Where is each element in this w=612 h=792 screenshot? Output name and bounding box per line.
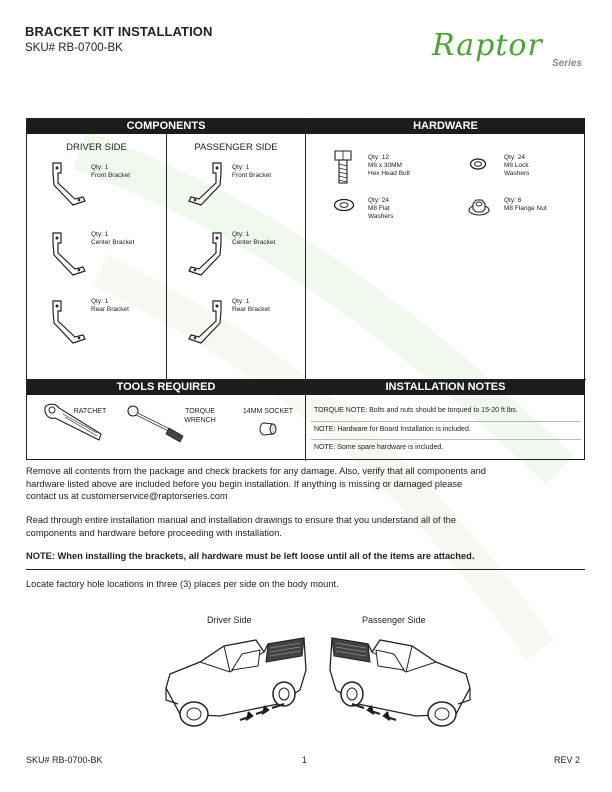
driver-side-label: Driver Side xyxy=(207,615,252,625)
intro-paragraph xyxy=(26,465,586,503)
components-heading: COMPONENTS xyxy=(27,119,305,134)
intro-line-2: hardware listed above are included before you begin installation. If anything is missing or damaged please xyxy=(26,478,463,489)
column-divider xyxy=(305,119,306,461)
flat-washer-type: Washers xyxy=(368,213,394,220)
passenger-side-label: Passenger Side xyxy=(362,615,426,625)
flat-washer-size: M8 Flat xyxy=(368,205,390,212)
driver-side-heading: DRIVER SIDE xyxy=(66,142,127,153)
bolt-qty: Qty: 12 xyxy=(368,154,389,161)
logo-wordmark: Raptor xyxy=(432,28,543,63)
passenger-center-name: Center Bracket xyxy=(232,239,276,246)
lock-washer-qty: Qty: 24 xyxy=(504,154,525,161)
spare-hardware-note: NOTE: Some spare hardware is included. xyxy=(314,444,444,451)
intro-line-1: Remove all contents from the package and check brackets for any damage. Also, verify that all components and xyxy=(26,466,486,476)
page-number: 1 xyxy=(302,755,308,765)
bolt-type: Hex Head Bolt xyxy=(368,170,410,177)
passenger-rear-qty: Qty: 1 xyxy=(232,298,250,305)
torque-wrench-label-1: TORQUE xyxy=(185,408,215,415)
logo-subtitle: Series xyxy=(551,58,582,69)
note-separator xyxy=(311,421,581,422)
hardware-heading: HARDWARE xyxy=(306,119,585,134)
driver-side-truck-illustration xyxy=(160,630,310,734)
flat-washer-icon xyxy=(333,198,355,212)
document-title: BRACKET KIT INSTALLATION xyxy=(25,24,213,39)
note-separator xyxy=(311,439,581,440)
intro-line-3: contact us at customerservice@raptorseries.com xyxy=(26,491,228,501)
side-divider xyxy=(166,134,167,379)
driver-center-qty: Qty: 1 xyxy=(91,231,109,238)
socket-icon xyxy=(257,419,279,439)
passenger-side-truck-illustration xyxy=(326,630,476,734)
flange-nut-icon xyxy=(468,198,490,216)
lock-washer-size: M8 Lock xyxy=(504,162,529,169)
driver-front-bracket-icon xyxy=(49,159,89,209)
passenger-rear-name: Rear Bracket xyxy=(232,306,270,313)
lock-washer-type: Washers xyxy=(504,170,530,177)
driver-rear-bracket-icon xyxy=(49,297,89,347)
ratchet-label: RATCHET xyxy=(73,408,107,415)
components-grid xyxy=(26,118,585,460)
torque-note: TORQUE NOTE: Bolts and nuts should be torqued to 15-20 ft lbs. xyxy=(314,407,518,414)
footer-sku: SKU# RB-0700-BK xyxy=(26,755,103,765)
passenger-center-qty: Qty: 1 xyxy=(232,231,250,238)
bolt-size: M8 x 30MM xyxy=(368,162,402,169)
tools-heading: TOOLS REQUIRED xyxy=(27,380,305,395)
hardware-note: NOTE: Hardware for Board Installation is included. xyxy=(314,426,471,433)
loose-hardware-note: NOTE: When installing the brackets, all hardware must be left loose until all of the items are attached. xyxy=(26,551,475,561)
passenger-rear-bracket-icon xyxy=(185,297,225,347)
socket-label: 14MM SOCKET xyxy=(242,408,294,415)
revision: REV 2 xyxy=(554,755,581,765)
passenger-front-name: Front Bracket xyxy=(232,172,272,179)
raptor-logo xyxy=(432,28,584,72)
read-paragraph xyxy=(26,514,586,539)
flange-nut-type: M8 Flange Nut xyxy=(504,205,547,212)
driver-rear-qty: Qty: 1 xyxy=(91,298,109,305)
passenger-front-qty: Qty: 1 xyxy=(232,164,250,171)
driver-center-bracket-icon xyxy=(49,229,89,279)
torque-wrench-label-2: WRENCH xyxy=(184,417,216,424)
driver-front-qty: Qty: 1 xyxy=(91,164,109,171)
passenger-center-bracket-icon xyxy=(185,229,225,279)
flat-washer-qty: Qty: 24 xyxy=(368,197,389,204)
flange-nut-qty: Qty: 6 xyxy=(504,197,522,204)
driver-center-name: Center Bracket xyxy=(91,239,135,246)
passenger-side-heading: PASSENGER SIDE xyxy=(194,142,278,153)
section-rule xyxy=(26,569,585,570)
lock-washer-icon xyxy=(469,157,487,171)
hex-bolt-icon xyxy=(332,149,354,185)
read-line-1: Read through entire installation manual and installation drawings to ensure that you understand all of the xyxy=(26,515,456,525)
sku-number: SKU# RB-0700-BK xyxy=(25,42,123,54)
driver-front-name: Front Bracket xyxy=(91,172,131,179)
read-line-2: components and hardware before proceeding with installation. xyxy=(26,527,282,538)
driver-rear-name: Rear Bracket xyxy=(91,306,129,313)
locate-instruction: Locate factory hole locations in three (3) places per side on the body mount. xyxy=(26,579,339,589)
notes-heading: INSTALLATION NOTES xyxy=(306,380,585,395)
passenger-front-bracket-icon xyxy=(185,159,225,209)
